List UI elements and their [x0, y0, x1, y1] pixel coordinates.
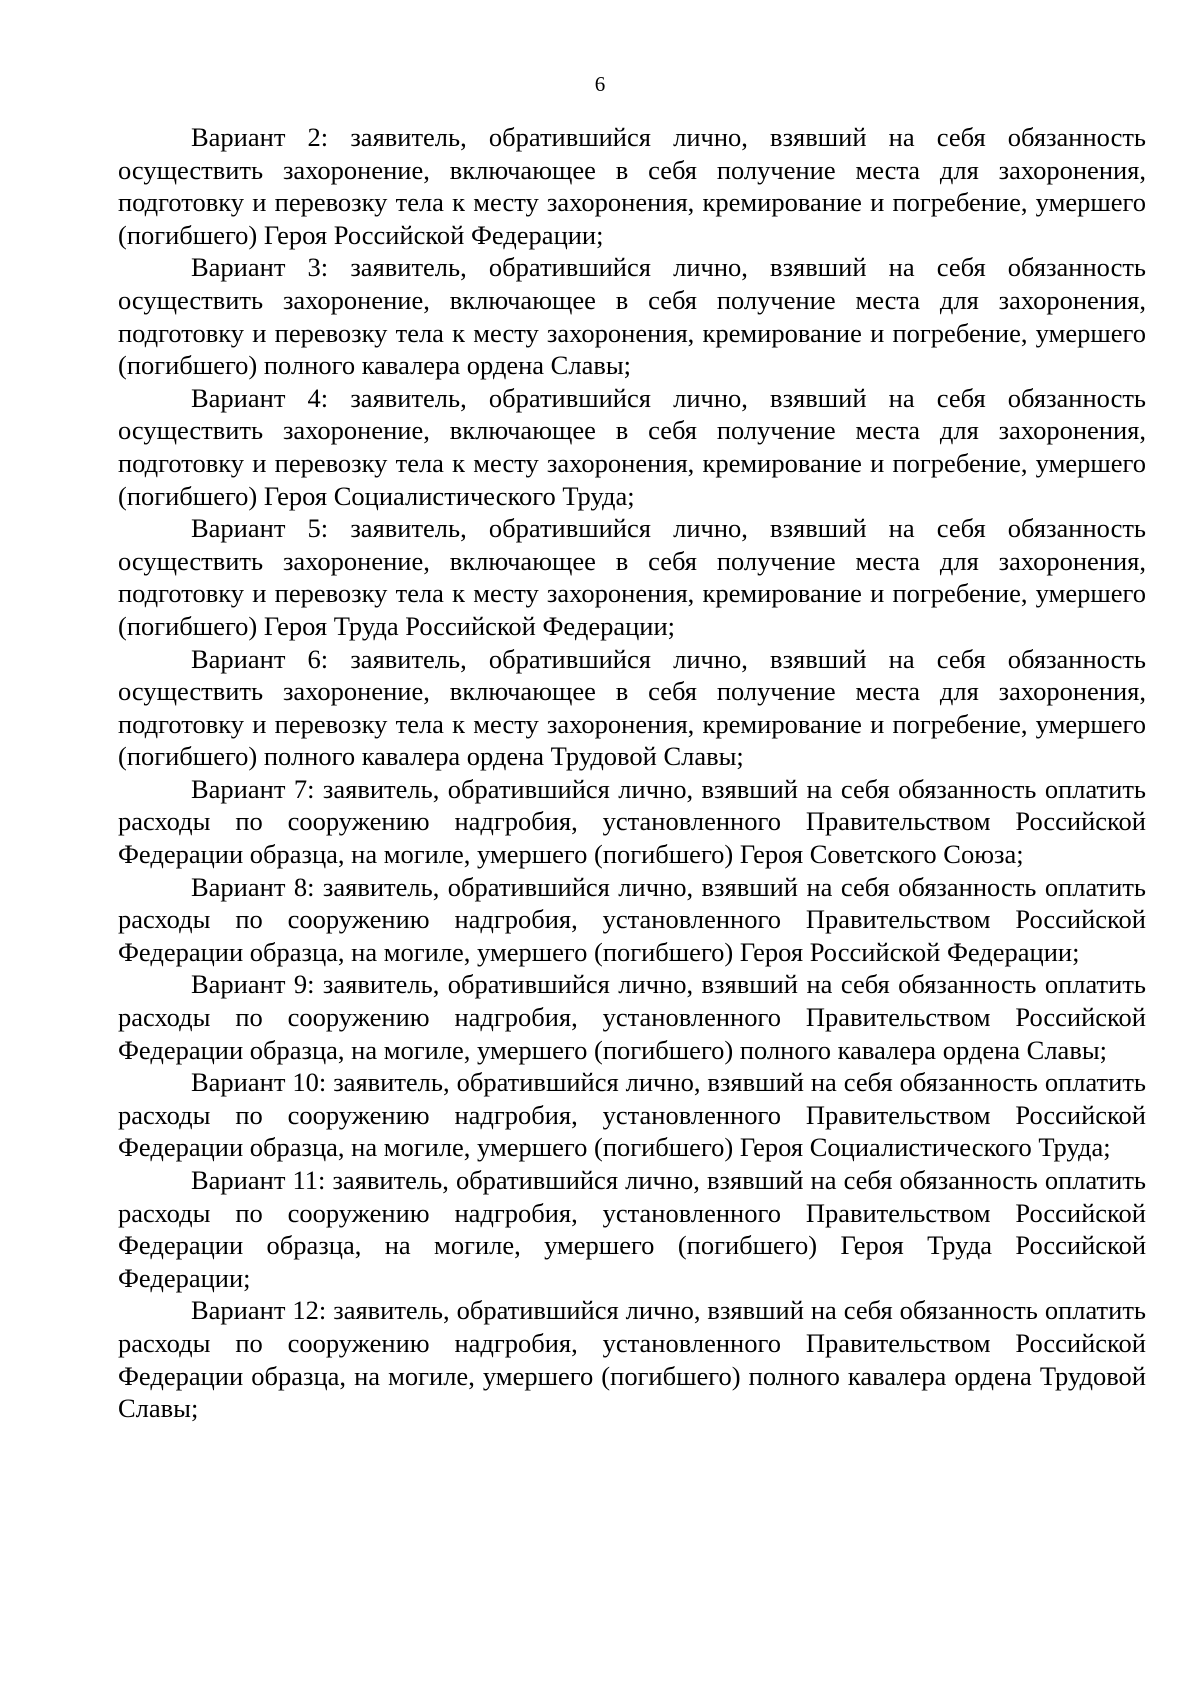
paragraph-variant-5: Вариант 5: заявитель, обратившийся лично, взявший на себя обязанность осуществить захоронение, включающее в себя получение места для захоронения, подготовку и перевозку тела к месту захоронения, кремирование и погребение, умершего (погибшего) Героя Труда Российской Федерации; [118, 513, 1146, 641]
paragraph-variant-11: Вариант 11: заявитель, обратившийся лично, взявший на себя обязанность оплатить расходы по сооружению надгробия, установленного Правительством Российской Федерации образца, на могиле, умершего (погибшего) Героя Труда Российской Федерации; [118, 1165, 1146, 1293]
paragraph-variant-6: Вариант 6: заявитель, обратившийся лично, взявший на себя обязанность осуществить захоронение, включающее в себя получение места для захоронения, подготовку и перевозку тела к месту захоронения, кремирование и погребение, умершего (погибшего) полного кавалера ордена Трудовой Славы; [118, 643, 1146, 772]
paragraph-variant-4: Вариант 4: заявитель, обратившийся лично, взявший на себя обязанность осуществить захоронение, включающее в себя получение места для захоронения, подготовку и перевозку тела к месту захоронения, кремирование и погребение, умершего (погибшего) Героя Социалистического Труда; [118, 382, 1146, 511]
paragraph-variant-3: Вариант 3: заявитель, обратившийся лично, взявший на себя обязанность осуществить захоронение, включающее в себя получение места для захоронения, подготовку и перевозку тела к месту захоронения, кремирование и погребение, умершего (погибшего) полного кавалера ордена Славы; [118, 252, 1146, 381]
page-number: 6 [594, 72, 606, 96]
paragraph-variant-12: Вариант 12: заявитель, обратившийся лично, взявший на себя обязанность оплатить расходы по сооружению надгробия, установленного Правительством Российской Федерации образца, на могиле, умершего (погибшего) полного кавалера ордена Трудовой Славы; [118, 1295, 1146, 1424]
paragraph-variant-2: Вариант 2: заявитель, обратившийся лично, взявший на себя обязанность осуществить захоронение, включающее в себя получение места для захоронения, подготовку и перевозку тела к месту захоронения, кремирование и погребение, умершего (погибшего) Героя Российской Федерации; [118, 122, 1146, 250]
paragraph-variant-9: Вариант 9: заявитель, обратившийся лично, взявший на себя обязанность оплатить расходы по сооружению надгробия, установленного Правительством Российской Федерации образца, на могиле, умершего (погибшего) полного кавалера ордена Славы; [118, 969, 1146, 1065]
paragraph-variant-8: Вариант 8: заявитель, обратившийся лично, взявший на себя обязанность оплатить расходы по сооружению надгробия, установленного Правительством Российской Федерации образца, на могиле, умершего (погибшего) Героя Российской Федерации; [118, 871, 1146, 967]
document-body [118, 121, 1146, 1425]
paragraph-variant-7: Вариант 7: заявитель, обратившийся лично, взявший на себя обязанность оплатить расходы по сооружению надгробия, установленного Правительством Российской Федерации образца, на могиле, умершего (погибшего) Героя Советского Союза; [118, 773, 1146, 870]
paragraph-variant-10: Вариант 10: заявитель, обратившийся лично, взявший на себя обязанность оплатить расходы по сооружению надгробия, установленного Правительством Российской Федерации образца, на могиле, умершего (погибшего) Героя Социалистического Труда; [118, 1067, 1146, 1163]
